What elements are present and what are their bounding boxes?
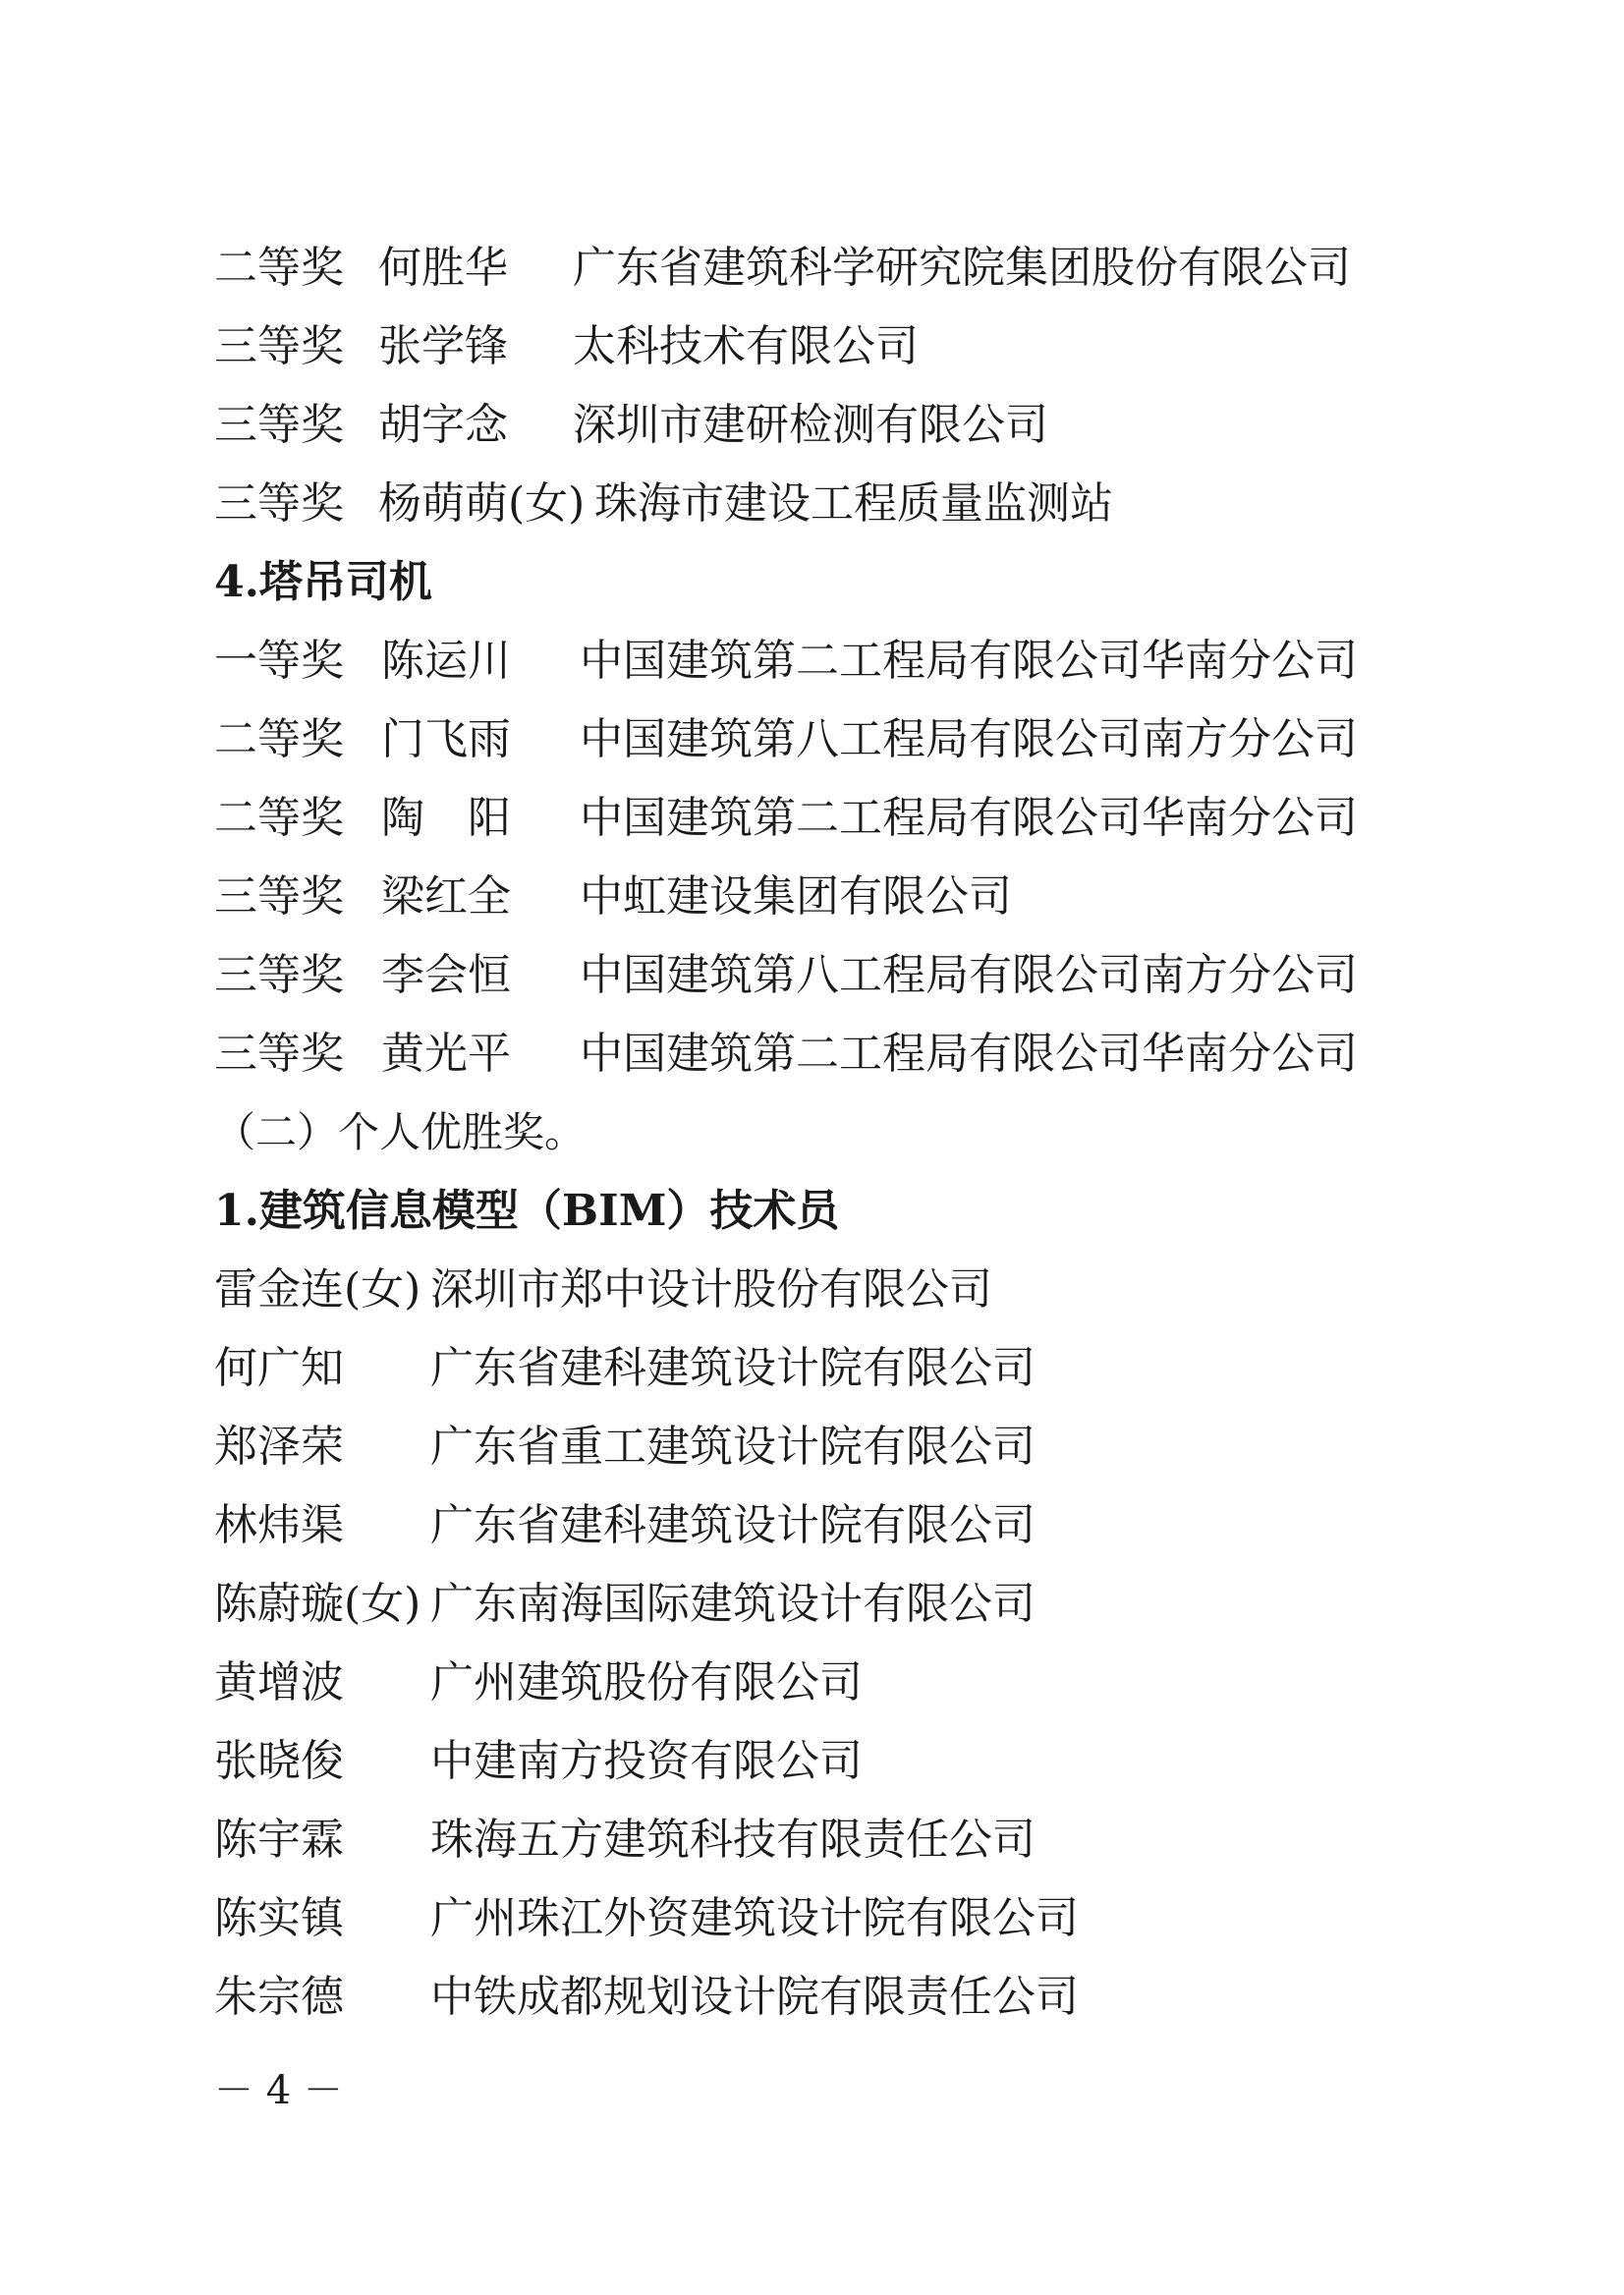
winner-organization: 中国建筑第八工程局有限公司南方分公司	[580, 714, 1358, 764]
winner-organization: 深圳市建研检测有限公司	[573, 400, 1048, 450]
winner-name: 何胜华	[378, 243, 508, 293]
award-level: 二等奖	[214, 793, 344, 843]
winner-organization: 中建南方投资有限公司	[430, 1736, 863, 1786]
winner-organization: 广东省建科建筑设计院有限公司	[430, 1500, 1036, 1550]
winner-name: 何广知	[214, 1343, 344, 1393]
award-level: 二等奖	[214, 243, 344, 293]
winner-organization: 广东省建筑科学研究院集团股份有限公司	[573, 243, 1351, 293]
winner-organization: 中国建筑第二工程局有限公司华南分公司	[580, 1029, 1358, 1079]
winner-name: 朱宗德	[214, 1972, 344, 2022]
winner-organization: 中国建筑第二工程局有限公司华南分公司	[580, 793, 1358, 843]
award-level: 三等奖	[214, 871, 344, 922]
winner-name: 黄光平	[381, 1029, 511, 1079]
winner-organization: 中国建筑第二工程局有限公司华南分公司	[580, 636, 1358, 686]
winner-name: 胡字念	[378, 400, 508, 450]
award-level: 二等奖	[214, 714, 344, 764]
winner-name: 黄增波	[214, 1657, 344, 1707]
winner-organization: 广东省重工建筑设计院有限公司	[430, 1422, 1036, 1472]
winner-name: 陈宇霖	[214, 1815, 344, 1865]
award-level: 三等奖	[214, 478, 344, 529]
winner-name: 陈运川	[381, 636, 511, 686]
award-level: 三等奖	[214, 950, 344, 1000]
winner-name: 郑泽荣	[214, 1422, 344, 1472]
winner-organization: 广州建筑股份有限公司	[430, 1657, 863, 1707]
winner-name: 雷金连(女)	[214, 1264, 421, 1315]
winner-organization: 中国建筑第八工程局有限公司南方分公司	[580, 950, 1358, 1000]
award-level: 三等奖	[214, 400, 344, 450]
winner-name: 李会恒	[381, 950, 511, 1000]
winner-name: 门飞雨	[381, 714, 511, 764]
award-level: 一等奖	[214, 636, 344, 686]
winner-name: 林炜渠	[214, 1500, 344, 1550]
winner-name: 杨萌萌(女)	[378, 478, 586, 529]
winner-organization: 中虹建设集团有限公司	[580, 871, 1012, 922]
document-page: 二等奖 何胜华 广东省建筑科学研究院集团股份有限公司 三等奖 张学锋 太科技术有限公司 三等奖 胡字念 深圳市建研检测有限公司 三等奖 杨萌萌(女) 珠海市建设工程质量监测站 4.塔吊司机 一等奖 陈运川 中国建筑第二工程局有限公司华南分公司 二等奖 门飞雨 中国建筑第八工程局有限公司南方分公司 二等奖 陶 阳 中国建筑第二工程局有限公司华南分公司 三等奖 梁红全 中虹建设集团有限公司 三等奖 李会恒 中国建筑第八工程局有限公司南方分公司 三等奖 黄光平 中国建筑第二工程局有限公司华南分公司 （二）个人优胜奖。 1.建筑信息模型（BIM）技术员 雷金连(女) 深圳市郑中设计股份有限公司 何广知 广东省建科建筑设计院有限公司 郑泽荣 广东省重工建筑设计院有限公司 林炜渠 广东省建科建筑设计院有限公司 陈蔚璇(女) 广东南海国际建筑设计有限公司 黄增波 广州建筑股份有限公司 张晓俊 中建南方投资有限公司 陈宇霖 珠海五方建筑科技有限责任公司 陈实镇 广州珠江外资建筑设计院有限公司 朱宗德 中铁成都规划设计院有限责任公司 － 4 －	[0, 0, 1624, 2295]
winner-name: 梁红全	[381, 871, 511, 922]
winner-name: 陈蔚璇(女)	[214, 1579, 421, 1629]
award-level: 三等奖	[214, 1029, 344, 1079]
winner-name: 张学锋	[378, 321, 508, 371]
winner-organization: 广东省建科建筑设计院有限公司	[430, 1343, 1036, 1393]
winner-organization: 珠海五方建筑科技有限责任公司	[430, 1815, 1036, 1865]
page-number: － 4 －	[214, 2068, 343, 2113]
winner-organization: 太科技术有限公司	[573, 321, 919, 371]
winner-organization: 广州珠江外资建筑设计院有限公司	[430, 1893, 1079, 1943]
winner-name: 陶 阳	[381, 793, 511, 843]
winner-name: 张晓俊	[214, 1736, 344, 1786]
winner-name: 陈实镇	[214, 1893, 344, 1943]
winner-organization: 中铁成都规划设计院有限责任公司	[430, 1972, 1079, 2022]
winner-organization: 广东南海国际建筑设计有限公司	[430, 1579, 1036, 1629]
winner-organization: 珠海市建设工程质量监测站	[594, 478, 1113, 529]
winner-organization: 深圳市郑中设计股份有限公司	[430, 1264, 992, 1315]
award-level: 三等奖	[214, 321, 344, 371]
